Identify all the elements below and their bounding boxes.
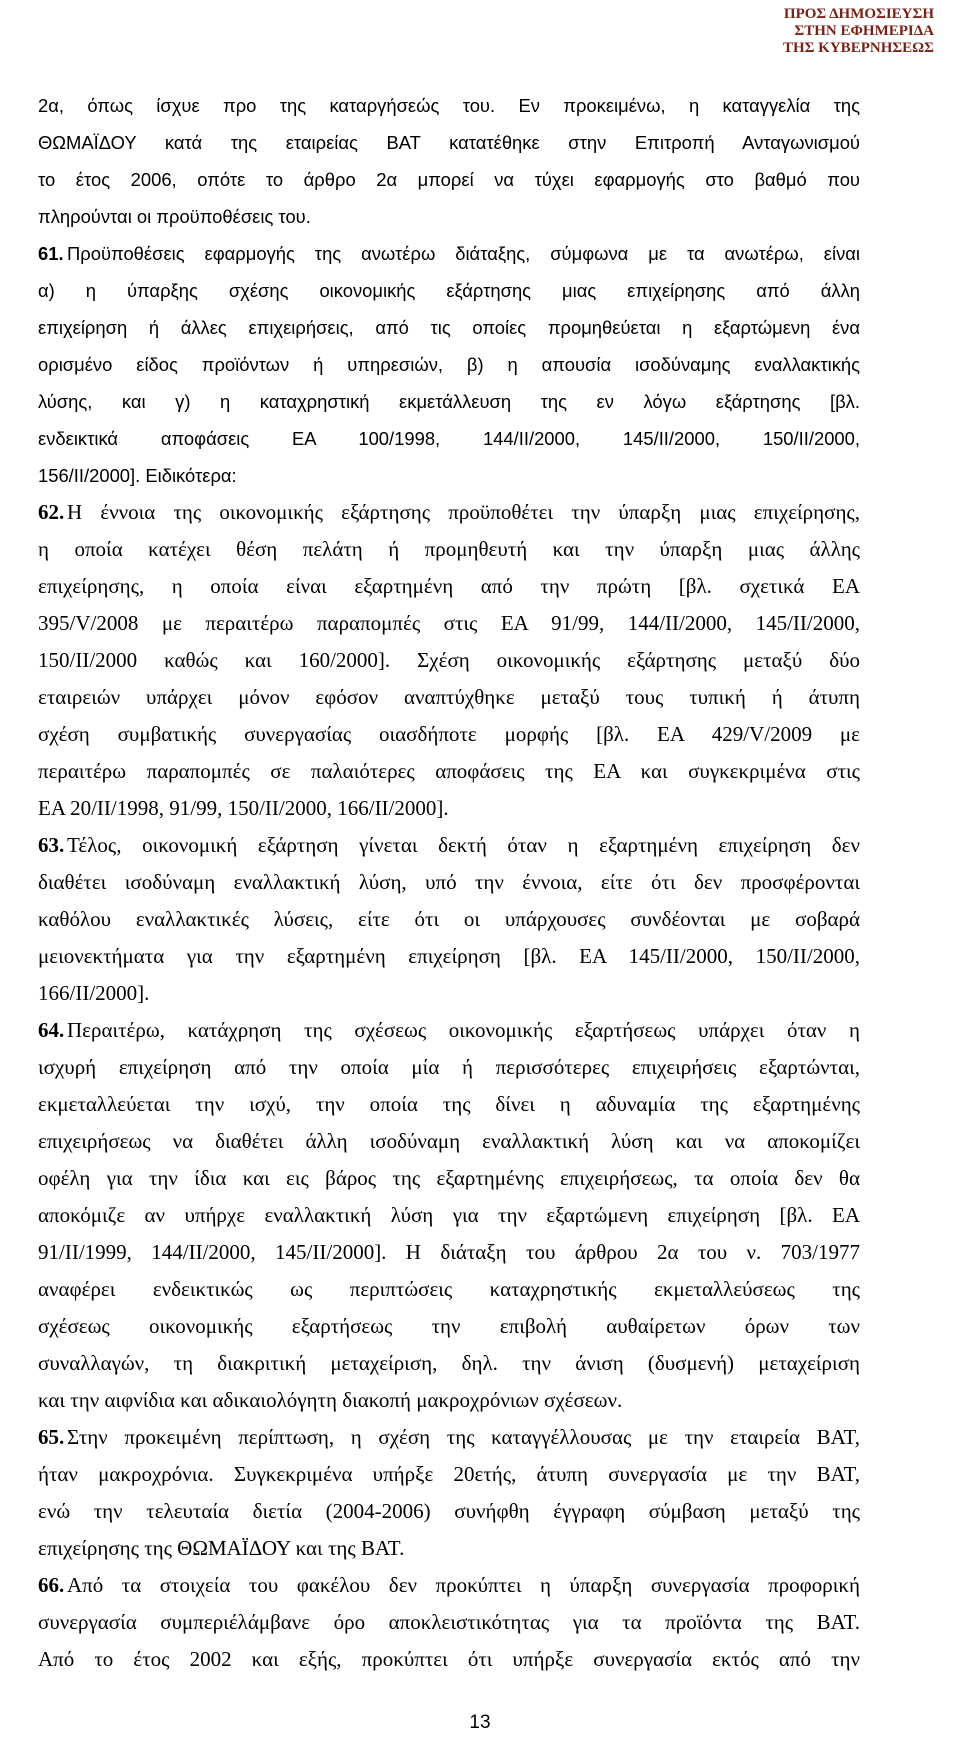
text-line: ενδεικτικά αποφάσεις ΕΑ 100/1998, 144/ΙΙ/2000, 145/ΙΙ/2000, 150/ΙΙ/2000, [38, 428, 860, 449]
text-line: Από το έτος 2002 και εξής, προκύπτει ότι υπήρξε συνεργασία εκτός από την [38, 1647, 860, 1671]
text-line: αποκόμιζε αν υπήρχε εναλλακτική λύση για την εξαρτώμενη επιχείρηση [βλ. ΕΑ [38, 1203, 860, 1227]
text-line: επιχειρήσεως να διαθέτει άλλη ισοδύναμη εναλλακτική λύση και να αποκομίζει [38, 1129, 860, 1153]
page-number: 13 [469, 1712, 491, 1733]
text-line: 166/ΙΙ/2000]. [38, 981, 150, 1005]
document-body [38, 87, 860, 1678]
stamp-line: ΠΡΟΣ ΔΗΜΟΣΙΕΥΣΗ [783, 6, 934, 22]
text-line: συναλλαγών, τη διακριτική μεταχείριση, δηλ. την άνιση (δυσμενή) μεταχείριση [38, 1351, 860, 1375]
text-line: επιχείρησης, η οποία είναι εξαρτημένη από την πρώτη [βλ. σχετικά ΕΑ [38, 574, 860, 598]
text-line: η οποία κατέχει θέση πελάτη ή προμηθευτή και την ύπαρξη μιας άλλης [38, 537, 860, 561]
text-line: ΕΑ 20/ΙΙ/1998, 91/99, 150/ΙΙ/2000, 166/ΙΙ/2000]. [38, 796, 449, 820]
text-line: και την αιφνίδια και αδικαιολόγητη διακοπή μακροχρόνιων σχέσεων. [38, 1388, 623, 1412]
text-line: το έτος 2006, οπότε το άρθρο 2α μπορεί να τύχει εφαρμογής στο βαθμό που [38, 169, 860, 190]
text-line: Περαιτέρω, κατάχρηση της σχέσεως οικονομικής εξαρτήσεως υπάρχει όταν η [67, 1018, 860, 1042]
text-line: αναφέρει ενδεικτικώς ως περιπτώσεις καταχρηστικής εκμεταλλεύσεως της [38, 1277, 860, 1301]
text-line: εκμεταλλεύεται την ισχύ, την οποία της δίνει η αδυναμία της εξαρτημένης [38, 1092, 860, 1116]
text-line: πληρούνται οι προϋποθέσεις του. [38, 206, 311, 227]
publication-stamp [704, 6, 934, 57]
paragraph-number: 65. [38, 1425, 65, 1449]
text-line: διαθέτει ισοδύναμη εναλλακτική λύση, υπό την έννοια, είτε ότι δεν προσφέρονται [38, 870, 860, 894]
text-line: 150/ΙΙ/2000 καθώς και 160/2000]. Σχέση οικονομικής εξάρτησης μεταξύ δύο [38, 648, 860, 672]
text-line: ισχυρή επιχείρηση από την οποία μία ή περισσότερες επιχειρήσεις εξαρτώνται, [38, 1055, 860, 1079]
stamp-line: ΤΗΣ ΚΥΒΕΡΝΗΣΕΩΣ [782, 40, 934, 56]
text-line: Από τα στοιχεία του φακέλου δεν προκύπτει η ύπαρξη συνεργασία προφορική [67, 1573, 860, 1597]
text-line: περαιτέρω παραπομπές σε παλαιότερες αποφάσεις της ΕΑ και συγκεκριμένα στις [38, 759, 860, 783]
text-line: 395/V/2008 με περαιτέρω παραπομπές στις ΕΑ 91/99, 144/ΙΙ/2000, 145/ΙΙ/2000, [38, 611, 860, 635]
paragraph-63 [38, 827, 860, 1012]
text-line: 156/ΙΙ/2000]. Ειδικότερα: [38, 465, 237, 486]
text-line: ΘΩΜΑΪΔΟΥ κατά της εταιρείας ΒΑΤ κατατέθηκε στην Επιτροπή Ανταγωνισμού [38, 132, 860, 153]
text-line: Προϋποθέσεις εφαρμογής της ανωτέρω διάταξης, σύμφωνα με τα ανωτέρω, είναι [67, 243, 860, 264]
paragraph-62 [38, 494, 860, 827]
text-line: α) η ύπαρξης σχέσης οικονομικής εξάρτησης μιας επιχείρησης από άλλη [38, 280, 860, 301]
text-line: μειονεκτήματα για την εξαρτημένη επιχείρηση [βλ. ΕΑ 145/ΙΙ/2000, 150/ΙΙ/2000, [38, 944, 860, 968]
text-line: ορισμένο είδος προϊόντων ή υπηρεσιών, β) η απουσία ισοδύναμης εναλλακτικής [38, 354, 860, 375]
text-line: καθόλου εναλλακτικές λύσεις, είτε ότι οι υπάρχουσες συνδέονται με σοβαρά [38, 907, 860, 931]
paragraph-number: 66. [38, 1573, 65, 1597]
text-line: 91/ΙΙ/1999, 144/ΙΙ/2000, 145/ΙΙ/2000]. Η διάταξη του άρθρου 2α του ν. 703/1977 [38, 1240, 860, 1264]
text-line: ήταν μακροχρόνια. Συγκεκριμένα υπήρξε 20ετής, άτυπη συνεργασία με την ΒΑΤ, [38, 1462, 860, 1486]
text-line: 2α, όπως ίσχυε προ της καταργήσεώς του. Εν προκειμένω, η καταγγελία της [38, 95, 860, 116]
text-line: εταιρειών υπάρχει μόνον εφόσον αναπτύχθηκε μεταξύ τους τυπική ή άτυπη [38, 685, 860, 709]
paragraph-66 [38, 1567, 860, 1678]
paragraph-61 [38, 235, 860, 494]
text-line: Στην προκειμένη περίπτωση, η σχέση της καταγγέλλουσας με την εταιρεία ΒΑΤ, [67, 1425, 860, 1449]
paragraph-number: 63. [38, 833, 65, 857]
text-line: επιχείρησης της ΘΩΜΑΪΔΟΥ και της ΒΑΤ. [38, 1536, 405, 1560]
continuation-paragraph [38, 87, 860, 235]
text-line: επιχείρηση ή άλλες επιχειρήσεις, από τις οποίες προμηθεύεται η εξαρτώμενη ένα [38, 317, 860, 338]
text-line: οφέλη για την ίδια και εις βάρος της εξαρτημένης επιχειρήσεως, τα οποία δεν θα [38, 1166, 860, 1190]
paragraph-number: 64. [38, 1018, 65, 1042]
paragraph-65 [38, 1419, 860, 1567]
text-line: Τέλος, οικονομική εξάρτηση γίνεται δεκτή όταν η εξαρτημένη επιχείρηση δεν [67, 833, 860, 857]
paragraph-64 [38, 1012, 860, 1419]
text-line: Η έννοια της οικονομικής εξάρτησης προϋποθέτει την ύπαρξη μιας επιχείρησης, [67, 500, 860, 524]
paragraph-number: 61. [38, 243, 64, 264]
text-line: σχέση συμβατικής συνεργασίας οιασδήποτε μορφής [βλ. ΕΑ 429/V/2009 με [38, 722, 860, 746]
text-line: σχέσεως οικονομικής εξαρτήσεως την επιβολή αυθαίρετων όρων των [38, 1314, 860, 1338]
paragraph-number: 62. [38, 500, 65, 524]
stamp-line: ΣΤΗΝ ΕΦΗΜΕΡΙΔΑ [794, 23, 934, 39]
text-line: ενώ την τελευταία διετία (2004-2006) συνήφθη έγγραφη σύμβαση μεταξύ της [38, 1499, 860, 1523]
text-line: συνεργασία συμπεριέλάμβανε όρο αποκλειστικότητας για τα προϊόντα της ΒΑΤ. [38, 1610, 860, 1634]
text-line: λύσης, και γ) η καταχρηστική εκμετάλλευση της εν λόγω εξάρτησης [βλ. [38, 391, 860, 412]
